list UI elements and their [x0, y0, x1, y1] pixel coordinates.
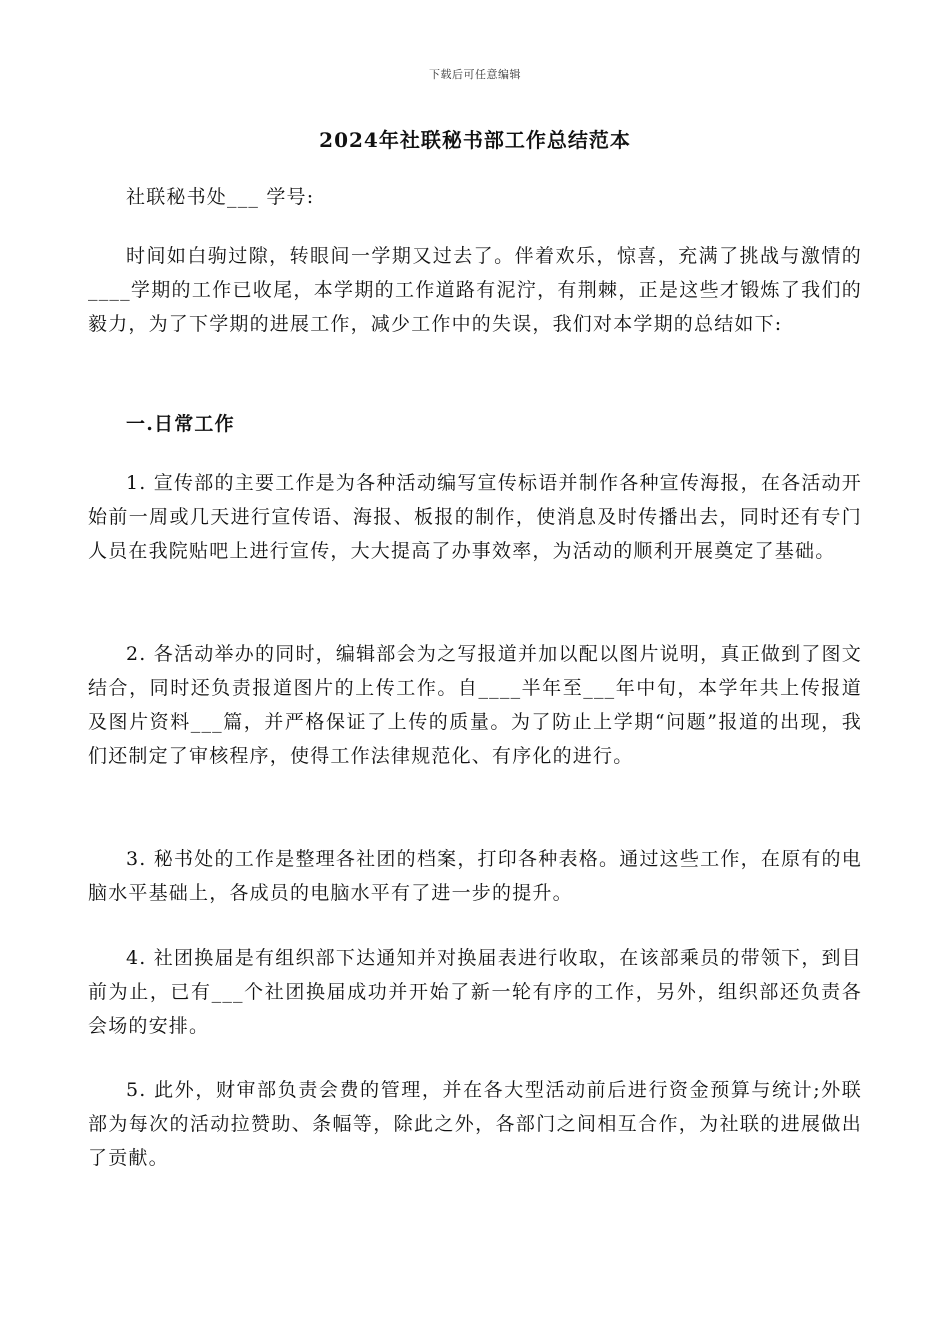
- list-item: 1. 宣传部的主要工作是为各种活动编写宣传标语并制作各种宣传海报，在各活动开始前一周或几天进行宣传语、海报、板报的制作，使消息及时传播出去，同时还有专门人员在我院贴吧上进行宣传，大大提高了办事效率，为活动的顺利开展奠定了基础。: [88, 472, 862, 562]
- document-title: 2024年社联秘书部工作总结范本: [319, 128, 631, 152]
- intro-paragraph: 时间如白驹过隙，转眼间一学期又过去了。伴着欢乐，惊喜，充满了挑战与激情的____学期的工作已收尾，本学期的工作道路有泥泞，有荆棘，正是这些才锻炼了我们的毅力，为了下学期的进展工作，减少工作中的失误，我们对本学期的总结如下:: [88, 245, 862, 335]
- list-item: 5. 此外，财审部负责会费的管理，并在各大型活动前后进行资金预算与统计;外联部为每次的活动拉赞助、条幅等，除此之外，各部门之间相互合作，为社联的进展做出了贡献。: [88, 1079, 862, 1169]
- list-item: 4. 社团换届是有组织部下达通知并对换届表进行收取，在该部乘员的带领下，到目前为止，已有___个社团换届成功并开始了新一轮有序的工作，另外，组织部还负责各会场的安排。: [88, 947, 862, 1037]
- section-heading: 一.日常工作: [126, 413, 235, 435]
- list-item: 2. 各活动举办的同时，编辑部会为之写报道并加以配以图片说明，真正做到了图文结合，同时还负责报道图片的上传工作。自____半年至___年中旬，本学年共上传报道及图片资料___篇，并严格保证了上传的质量。为了防止上学期“问题”报道的出现，我们还制定了审核程序，使得工作法律规范化、有序化的进行。: [88, 643, 862, 767]
- list-item: 3. 秘书处的工作是整理各社团的档案，打印各种表格。通过这些工作，在原有的电脑水平基础上，各成员的电脑水平有了进一步的提升。: [88, 848, 862, 904]
- header-note: 下载后可任意编辑: [429, 68, 521, 81]
- greeting-line: 社联秘书处___ 学号:: [126, 186, 315, 208]
